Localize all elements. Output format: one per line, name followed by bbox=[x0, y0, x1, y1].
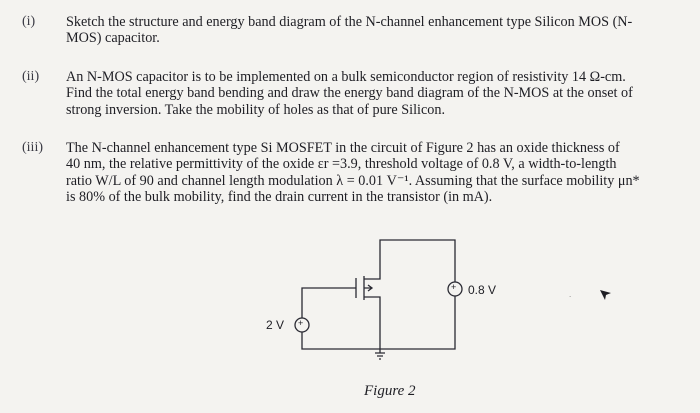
question-3-number: (iii) bbox=[22, 140, 43, 155]
question-3-line: is 80% of the bulk mobility, find the drain current in the transistor (in mA). bbox=[66, 189, 493, 206]
gate-wire bbox=[302, 288, 356, 318]
question-3-line: The N-channel enhancement type Si MOSFET in the circuit of Figure 2 has an oxide thickness of bbox=[66, 140, 620, 156]
question-3-line: ratio W/L of 90 and channel length modulation λ = 0.01 V⁻¹. Assuming that the surface mobility μn* bbox=[66, 172, 640, 189]
source-wire bbox=[364, 297, 380, 349]
question-1-line: MOS) capacitor. bbox=[66, 30, 160, 47]
drain-source-plus: + bbox=[451, 282, 457, 292]
body-arrow bbox=[364, 285, 372, 291]
gate-source-label: 2 V bbox=[266, 318, 285, 332]
drain-wire bbox=[364, 240, 455, 282]
question-1-number: (i) bbox=[22, 14, 36, 29]
figure-caption: Figure 2 bbox=[364, 383, 416, 399]
gate-source-plus: + bbox=[298, 318, 304, 328]
ground-symbol bbox=[375, 349, 385, 359]
question-2-line: strong inversion. Take the mobility of holes as that of pure Silicon. bbox=[66, 101, 445, 118]
drain-source-label: 0.8 V bbox=[468, 283, 497, 297]
cursor-icon bbox=[600, 290, 611, 300]
question-3-line: 40 nm, the relative permittivity of the oxide εr =3.9, threshold voltage of 0.8 V, a width-to-length bbox=[66, 156, 617, 173]
return-wire bbox=[302, 296, 455, 349]
question-2-line: Find the total energy band bending and draw the energy band diagram of the N-MOS at the onset of bbox=[66, 85, 633, 102]
question-2-line: An N-MOS capacitor is to be implemented on a bulk semiconductor region of resistivity 14 Ω-cm. bbox=[66, 69, 626, 85]
svg-text:.: . bbox=[569, 290, 572, 299]
question-1-line: Sketch the structure and energy band diagram of the N-channel enhancement type Silicon MOS (N- bbox=[66, 14, 633, 30]
question-2-number: (ii) bbox=[22, 69, 40, 84]
